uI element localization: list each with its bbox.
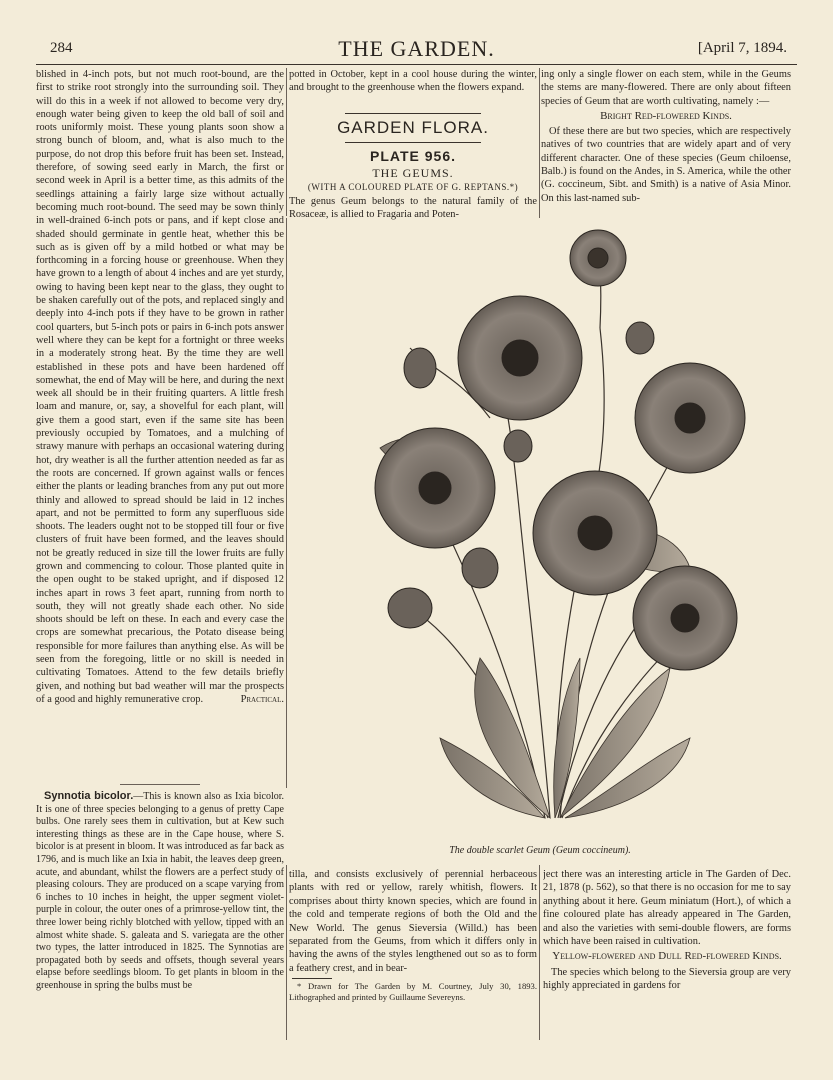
column-rule-1b (286, 865, 287, 1040)
synnotia-article (36, 790, 284, 1036)
masthead-title: THE GARDEN. (338, 36, 495, 61)
column-rule-1c (286, 218, 287, 788)
column-1-divider (120, 784, 200, 785)
page-number: 284 (50, 40, 73, 56)
figure-caption: The double scarlet Geum (Geum coccineum). (449, 845, 631, 856)
page-header (36, 36, 797, 64)
footnote-rule (292, 978, 332, 979)
column-rule-2a (539, 68, 540, 218)
column-rule-2b (539, 865, 540, 1040)
section-rule-top (345, 113, 481, 114)
column-2-bottom: tilla, and consists exclusively of perennial herbaceous plants with red or yellow, rarely whitish, flowers. It comprises about thirty known species, which are found in the cold and temperate regions of both the Old and the New World. The genus Sieversia (Willd.) has been separated from the Geums, from which it differs only in having the awns of the styles lengthened out so as to form a feathery crest, and in bear- (289, 869, 537, 974)
section-title: GARDEN FLORA. (337, 118, 489, 137)
plate-note: (WITH A COLOURED PLATE OF G. REPTANS.*) (307, 182, 519, 192)
column-3-bottom: ject there was an interesting article in The Garden of Dec. 21, 1878 (p. 562), so that there is no occasion for me to say anything about it here. Geum miniatum (Hort.), of which a fine coloured plate has already appeared in The Garden, and also the varieties with semi-double flowers, are forms which have been raised in cultivation. Yellow-flowered and Dull Red-flowered Kinds. The species which belong to the Sieversia group are very highly appreciated in gardens for (543, 869, 791, 992)
article-subtitle: THE GEUMS. (372, 166, 454, 180)
subhead-yellow-kinds: Yellow-flowered and Dull Red-flowered Kinds. (552, 950, 782, 963)
footnote: * Drawn for The Garden by M. Courtney, July 30, 1893. Lithographed and printed by Guillaume Severeyns. (289, 981, 537, 1002)
column-1-article (36, 68, 284, 780)
issue-date: [April 7, 1894. (697, 40, 787, 56)
synnotia-heading: Synnotia bicolor. (44, 790, 134, 802)
geum-intro: The genus Geum belongs to the natural family of the Rosaceæ, is allied to Fragaria and Poten- (289, 196, 537, 221)
column-rule-1a (286, 68, 287, 216)
column-3-top: ing only a single flower on each stem, while in the Geums the stems are many-flowered. There are only about fifteen species of Geum that are worth cultivating, namely :— Bright Red-flowered Kinds. Of these there are but two species, which are respectively natives of two countries that are widely apart and of very different character. One of these species (Geum chiloense, Balb.) is found on the Andes, in S. America, while the other (G. coccineum, Sibt. and Smith) is a native of Asia Minor. On this last-named sub- (541, 69, 791, 204)
signature: Practical. (240, 693, 284, 705)
column-2-top: potted in October, kept in a cool house during the winter, and brought to the greenhouse when the flowers expand. (289, 69, 537, 94)
subhead-red-kinds: Bright Red-flowered Kinds. (600, 109, 732, 122)
geum-illustration (340, 218, 780, 838)
section-rule-bottom (345, 142, 481, 143)
tomato-text: blished in 4-inch pots, but not much root-bound, are the first to strike root strongly into the surrounding soil. They will do this in a week if not allowed to become very dry, enough water being given to keep the old ball of soil and roots uniformly moist. These young plants soon show a strong bunch of bloom, and, what is also much to the purpose, do not drop this before fruit has been set. Instead, therefore, of sowing seed early in March, the first or second week in April is a better time, as this admits of the seedlings attaining a fairly large size without actually becoming much root-bound. The seed may be sown thinly in well-drained 6-inch pots or pans, and if kept close and shaded should germinate in gentle heat, whether this be such as is given off by a mild hotbed or what may be forthcoming in a forcing house or greenhouse. When they have grown to a length of about 4 inches and are yet sturdy, owing to having been kept near to the glass, they ought to be shaken carefully out of the pots, and replaced singly and deeply into 4-inch pots if they have to be grown in rather cool quarters, but 5-inch pots or pairs in 6-inch pots answer well where they can be kept for a fortnight or three weeks in a moderately strong heat. By the time they are well established in these pots and have been hardened off somewhat, the end of May will be here, and during the next week all should be in their fruiting quarters. A little fresh loam and manure, or, say, a shovelful for each plant, will give them a good start, even if the same site has been previously occupied by Tomatoes, and a mulching of strawy manure with perhaps an occasional watering during hot, dry weather is all the further attention needed as far as the roots are concerned. If grown against walls or fences either the plants or leading branches from any put out more thinly and allowed to spread should be laid in 12 inches apart, and not be permitted to form any superfluous side shoots. The leaders ought not to be stopped till four or five clusters of fruit have been formed, and the leaves should not be greatly reduced in size till the lower fruits are fully grown and commencing to colour. Those planted quite in the open ought to be staked upright, and if disposed 12 inches apart in rows 3 feet apart, running from north to south, they will not greatly shade each other. No side shoots should be left on these. In each and every case the crops are somewhat precarious, the Potato disease being responsible for more failures than anything else. As will be seen from the foregoing, little or no skill is needed in cultivating Tomatoes. Attend to the few details briefly given, and nothing but bad weather will mar the prospects of a good and highly remunerative crop. Practical. (36, 69, 284, 705)
plate-number: PLATE 956. (370, 148, 456, 164)
synnotia-text: —This is known also as Ixia bicolor. It is one of three species belonging to a genus of pretty Cape bulbs. One rarely sees them in cultivation, but at Kew such interesting things as these are in the Cape house, where S. bicolor is at present in bloom. It was introduced as far back as 1796, and is much like an Ixia in habit, the leaves deep green, acute, and abundant, whilst the flowers are a perfect study of pleasing colours. They are produced on a scape varying from 6 inches to 10 inches in height, the upper segment violet-purple in colour, the outer ones of a primrose-yellow tint, the three lower being richly blotched with yellow, tipped with an almost white shade. S. galeata and S. variegata are the other two types, the latter introduced in 1825. The Synnotias are propagated both by seeds and offsets, though several years elapse before seedlings bloom. To get plants in bloom in the greenhouse in spring the bulbs must be (36, 791, 284, 991)
header-rule (36, 64, 797, 65)
